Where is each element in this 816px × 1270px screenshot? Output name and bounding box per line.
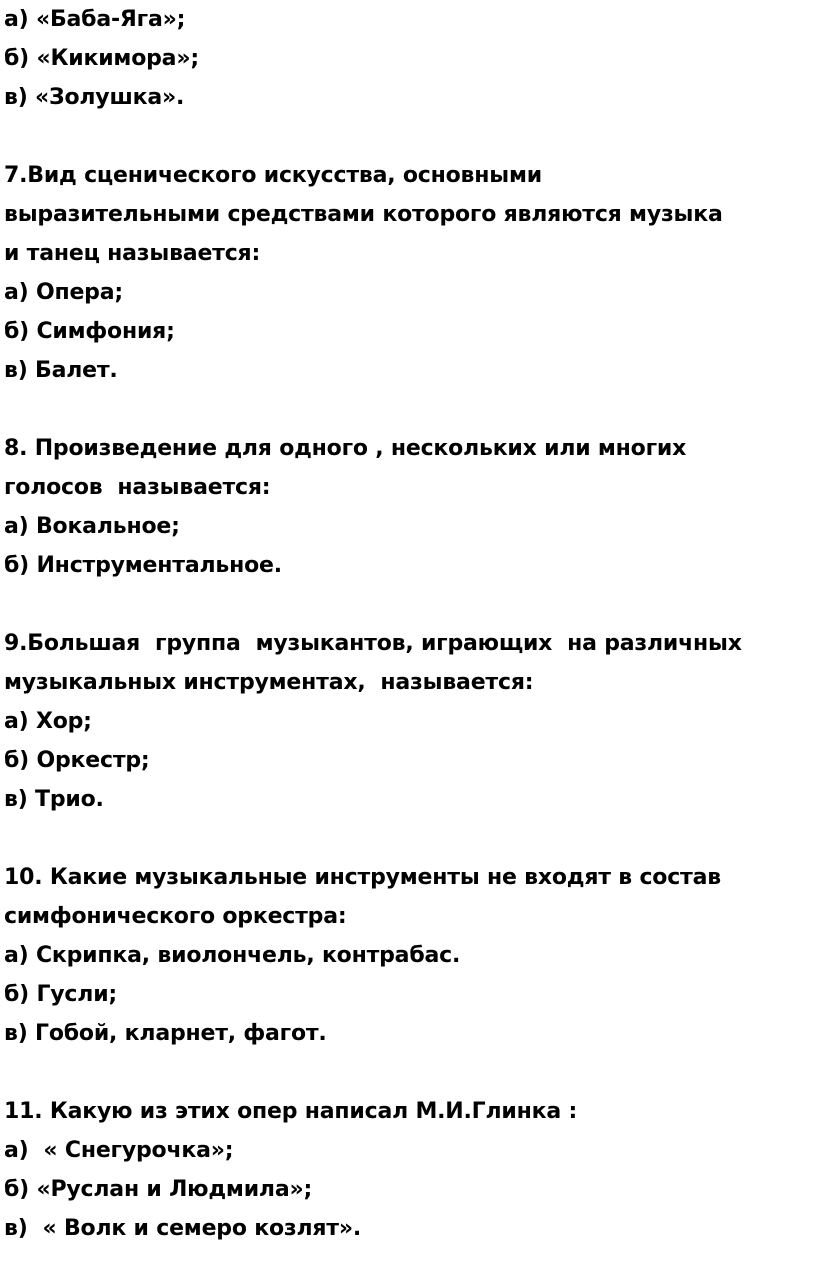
answer-option: а) Хор; — [4, 709, 92, 734]
blank-line — [4, 117, 814, 156]
question-8 — [4, 429, 814, 585]
answer-option: в) Балет. — [4, 358, 118, 383]
answer-option: б) «Руслан и Людмила»; — [4, 1177, 313, 1202]
answer-option: б) Инструментальное. — [4, 553, 282, 578]
blank-line — [4, 1053, 814, 1092]
answer-option: в) « Волк и семеро козлят». — [4, 1216, 362, 1241]
question-7 — [4, 156, 814, 390]
answer-option: а) « Снегурочка»; — [4, 1138, 234, 1163]
blank-line — [4, 819, 814, 858]
answer-option: в) Гобой, кларнет, фагот. — [4, 1021, 327, 1046]
question-11 — [4, 1092, 814, 1248]
question-text: и танец называется: — [4, 241, 261, 266]
question-text: 8. Произведение для одного , нескольких или многих — [4, 436, 687, 461]
question-text: голосов называется: — [4, 475, 271, 500]
answer-option: б) Симфония; — [4, 319, 175, 344]
answer-option: б) Гусли; — [4, 982, 118, 1007]
answer-option: в) Трио. — [4, 787, 104, 812]
question-10 — [4, 858, 814, 1053]
question-text: 9.Большая группа музыкантов, играющих на различных — [4, 631, 742, 656]
question-text: выразительными средствами которого являются музыка — [4, 202, 723, 227]
question-text: 10. Какие музыкальные инструменты не входят в состав — [4, 865, 721, 890]
question-text: 7.Вид сценического искусства, основными — [4, 163, 542, 188]
question-text: музыкальных инструментах, называется: — [4, 670, 534, 695]
answer-option: в) «Золушка». — [4, 85, 185, 110]
question-9 — [4, 624, 814, 819]
question-text: симфонического оркестра: — [4, 904, 347, 929]
answer-option: а) «Баба-Яга»; — [4, 7, 186, 32]
answer-option: а) Скрипка, виолончель, контрабас. — [4, 943, 461, 968]
question-text: 11. Какую из этих опер написал М.И.Глинка : — [4, 1099, 578, 1124]
intro-options — [4, 0, 814, 117]
quiz-document — [4, 0, 814, 1248]
answer-option: а) Опера; — [4, 280, 123, 305]
blank-line — [4, 585, 814, 624]
answer-option: б) «Кикимора»; — [4, 46, 199, 71]
blank-line — [4, 390, 814, 429]
answer-option: б) Оркестр; — [4, 748, 150, 773]
answer-option: а) Вокальное; — [4, 514, 180, 539]
